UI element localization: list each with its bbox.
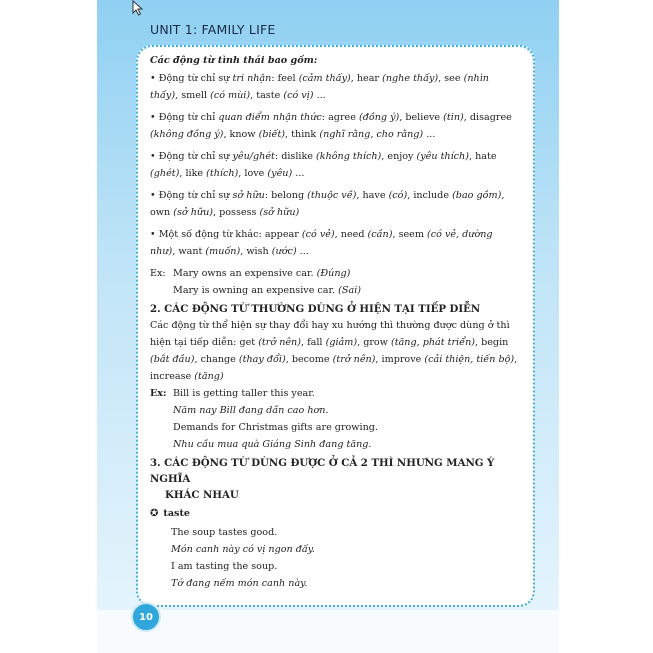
example-en: Bill is getting taller this year. — [173, 388, 315, 399]
separator: , — [285, 129, 292, 140]
verb-en: agree — [328, 112, 356, 123]
separator: , — [172, 246, 179, 257]
verb-en: hate — [475, 151, 497, 162]
example-mark: (Đúng) — [316, 268, 351, 279]
separator: , — [250, 90, 257, 101]
mouse-cursor-icon — [132, 0, 144, 16]
verb-category: quan điểm nhận thức — [218, 112, 322, 123]
separator: , — [392, 229, 399, 240]
unit-title: UNIT 1: FAMILY LIFE — [150, 22, 276, 37]
verb-vi: (có vẻ) — [301, 229, 335, 240]
subheading-taste — [150, 505, 520, 522]
bullet-item: • Động từ chỉ sự yêu/ghét: dislike (không thích), enjoy (yêu thích), hate (ghét), like (thích), love (yêu) ... — [150, 151, 497, 179]
verb-en: include — [413, 190, 449, 201]
verb-en: fall — [307, 337, 323, 348]
bullet-item: • Động từ chỉ quan điểm nhận thức: agree (đồng ý), believe (tin), disagree (không đồng ý), know (biết), think (nghĩ rằng, cho rằng) ... — [150, 112, 512, 140]
verb-vi: (sở hữu) — [259, 207, 300, 218]
separator: , — [285, 354, 292, 365]
bullet-item: • Một số động từ khác: appear (có vẻ), need (cần), seem (có vẻ, dường như), want (muốn), wish (ước) ... — [150, 229, 493, 257]
section-3 — [150, 455, 520, 592]
separator: , — [194, 354, 201, 365]
subheading-label: taste — [163, 508, 190, 519]
verb-vi: (có vị) — [283, 90, 314, 101]
bullet-lead: • Động từ chỉ — [150, 112, 219, 123]
verb-en: belong — [271, 190, 305, 201]
verb-vi: (tăng, phát triển) — [390, 337, 475, 348]
verb-vi: (muốn) — [205, 246, 241, 257]
section-3-heading-line1: 3. CÁC ĐỘNG TỪ DÙNG ĐƯỢC Ở CẢ 2 THÌ NHƯNG MANG Ý NGHĨA — [150, 457, 495, 485]
verb-en: taste — [256, 90, 281, 101]
verb-vi: (ghét) — [150, 168, 180, 179]
verb-vi: (tin) — [443, 112, 464, 123]
example-en: The soup tastes good. — [171, 527, 278, 538]
separator: , — [213, 207, 220, 218]
verb-vi: (trở nên) — [258, 337, 301, 348]
separator: , — [501, 190, 505, 201]
verb-en: know — [229, 129, 256, 140]
example-vi: Món canh này có vị ngon đấy. — [171, 544, 315, 555]
separator: , — [463, 112, 470, 123]
page-number: 10 — [131, 602, 161, 632]
example-en: I am tasting the soup. — [171, 561, 278, 572]
section-3-heading-line2: KHÁC NHAU — [165, 489, 239, 501]
verb-en: love — [244, 168, 265, 179]
bullet-lead: • Động từ chỉ sự — [150, 151, 233, 162]
verb-en: hear — [356, 73, 380, 84]
verb-en: seem — [398, 229, 424, 240]
section-3-heading — [150, 455, 520, 503]
separator: , — [438, 73, 445, 84]
verb-vi: (cải thiện, tiến bộ) — [424, 354, 515, 365]
example-vi: Năm nay Bill đang dần cao hơn. — [173, 405, 329, 416]
separator: , — [399, 112, 406, 123]
separator: ... — [313, 90, 326, 101]
separator: , — [475, 337, 482, 348]
verb-vi: (yêu thích) — [416, 151, 469, 162]
bullet-item: • Động từ chỉ sự sở hữu: belong (thuộc về), have (có), include (bao gồm), own (sở hữu), possess (sở hữu) — [150, 190, 505, 218]
separator: , — [350, 73, 357, 84]
verb-vi: (thuộc về) — [307, 190, 357, 201]
verb-vi: (bắt đầu) — [150, 354, 195, 365]
verb-en: feel — [277, 73, 296, 84]
separator: , — [334, 229, 341, 240]
section-1 — [150, 52, 520, 299]
verb-en: like — [185, 168, 204, 179]
section-2-examples — [150, 385, 520, 453]
example-vi: Nhu cầu mua quà Giáng Sinh đang tăng. — [173, 439, 372, 450]
separator: , — [407, 190, 414, 201]
modal-verb-list — [150, 70, 520, 260]
separator: , — [357, 337, 364, 348]
separator: , — [375, 354, 382, 365]
verb-vi: (giảm) — [325, 337, 358, 348]
separator: , — [240, 246, 247, 257]
verb-en: get — [239, 337, 256, 348]
separator: , — [381, 151, 388, 162]
star-bullet-icon: ✪ — [150, 508, 159, 519]
verb-vi: (cần) — [367, 229, 393, 240]
verb-vi: (ước) — [271, 246, 297, 257]
verb-en: see — [444, 73, 461, 84]
separator: , — [175, 90, 182, 101]
verb-vi: (có mùi) — [210, 90, 251, 101]
verb-vi: (thay đổi) — [238, 354, 286, 365]
verb-vi: (nghĩ rằng, cho rằng) — [319, 129, 424, 140]
verb-vi: (sở hữu) — [173, 207, 214, 218]
verb-en: appear — [264, 229, 299, 240]
verb-en: own — [150, 207, 171, 218]
bullet-lead: • Một số động từ khác — [150, 229, 259, 240]
verb-vi: (có) — [388, 190, 408, 201]
verb-vi: (đồng ý) — [358, 112, 400, 123]
verb-en: believe — [405, 112, 441, 123]
example-label: Ex: — [150, 388, 167, 399]
verb-en: disagree — [469, 112, 512, 123]
verb-vi: (trở nên) — [332, 354, 376, 365]
verb-en: increase — [150, 371, 192, 382]
verb-en: enjoy — [387, 151, 414, 162]
verb-en: improve — [381, 354, 422, 365]
separator: , — [238, 168, 245, 179]
verb-en: have — [362, 190, 386, 201]
verb-vi: (tăng) — [194, 371, 224, 382]
verb-vi: (nhìn thấy) — [150, 73, 489, 101]
bullet-item: • Động từ chỉ sự tri nhận: feel (cảm thấy), hear (nghe thấy), see (nhìn thấy), smell (có mùi), taste (có vị) ... — [150, 73, 489, 101]
verb-en: possess — [219, 207, 257, 218]
separator: , — [356, 190, 363, 201]
verb-vi: (nghe thấy) — [382, 73, 439, 84]
verb-en: grow — [363, 337, 388, 348]
verb-category: yêu/ghét — [232, 151, 275, 162]
section-2-paragraph — [150, 317, 520, 385]
verb-en: change — [200, 354, 236, 365]
example-en: Mary owns an expensive car. — [173, 268, 314, 279]
example-mark: (Sai) — [338, 285, 362, 296]
example-en: Demands for Christmas gifts are growing. — [173, 422, 378, 433]
verb-category: sở hữu — [232, 190, 265, 201]
section-2 — [150, 301, 520, 453]
verb-en: become — [291, 354, 330, 365]
example-line — [173, 265, 520, 282]
separator: , — [300, 337, 308, 348]
bullet-lead: • Động từ chỉ sự — [150, 190, 233, 201]
verb-en: want — [178, 246, 203, 257]
section-1-intro: Các động từ tình thái bao gồm: — [150, 55, 318, 66]
example-vi: Tớ đang nếm món canh này. — [171, 578, 308, 589]
separator: ... — [423, 129, 436, 140]
page-bottom-strip — [97, 610, 559, 653]
example-en: Mary is owning an expensive car. — [173, 285, 336, 296]
verb-category: tri nhận — [232, 73, 272, 84]
example-lines — [173, 265, 520, 299]
verb-vi: (biết) — [258, 129, 286, 140]
separator: ... — [296, 246, 309, 257]
separator: , — [514, 354, 518, 365]
separator: ... — [292, 168, 305, 179]
verb-en: smell — [181, 90, 208, 101]
verb-en: think — [291, 129, 317, 140]
separator: , — [179, 168, 186, 179]
verb-en: dislike — [281, 151, 313, 162]
section-3-examples — [150, 524, 520, 592]
section-1-examples — [150, 265, 520, 299]
example-label: Ex: — [150, 268, 166, 279]
separator: , — [223, 129, 230, 140]
verb-vi: (thích) — [206, 168, 239, 179]
verb-en: begin — [481, 337, 509, 348]
section-2-heading: 2. CÁC ĐỘNG TỪ THƯỜNG DÙNG Ở HIỆN TẠI TIẾP DIỄN — [150, 303, 481, 315]
verb-vi: (bao gồm) — [452, 190, 502, 201]
verb-vi: (có vẻ, dường như) — [150, 229, 493, 257]
bullet-lead: • Động từ chỉ sự — [150, 73, 233, 84]
verb-vi: (không đồng ý) — [150, 129, 224, 140]
verb-vi: (yêu) — [267, 168, 293, 179]
verb-vi: (không thích) — [316, 151, 382, 162]
verb-vi: (cảm thấy) — [298, 73, 351, 84]
example-lines — [173, 385, 520, 453]
verb-en: wish — [246, 246, 269, 257]
example-line — [173, 282, 520, 299]
separator: , — [468, 151, 476, 162]
verb-en: need — [340, 229, 365, 240]
section-2-intro: Các động từ thể hiện sự thay đổi hay xu hướng thì thường được dùng ở thì hiện tại tiếp diễn: — [150, 320, 510, 348]
